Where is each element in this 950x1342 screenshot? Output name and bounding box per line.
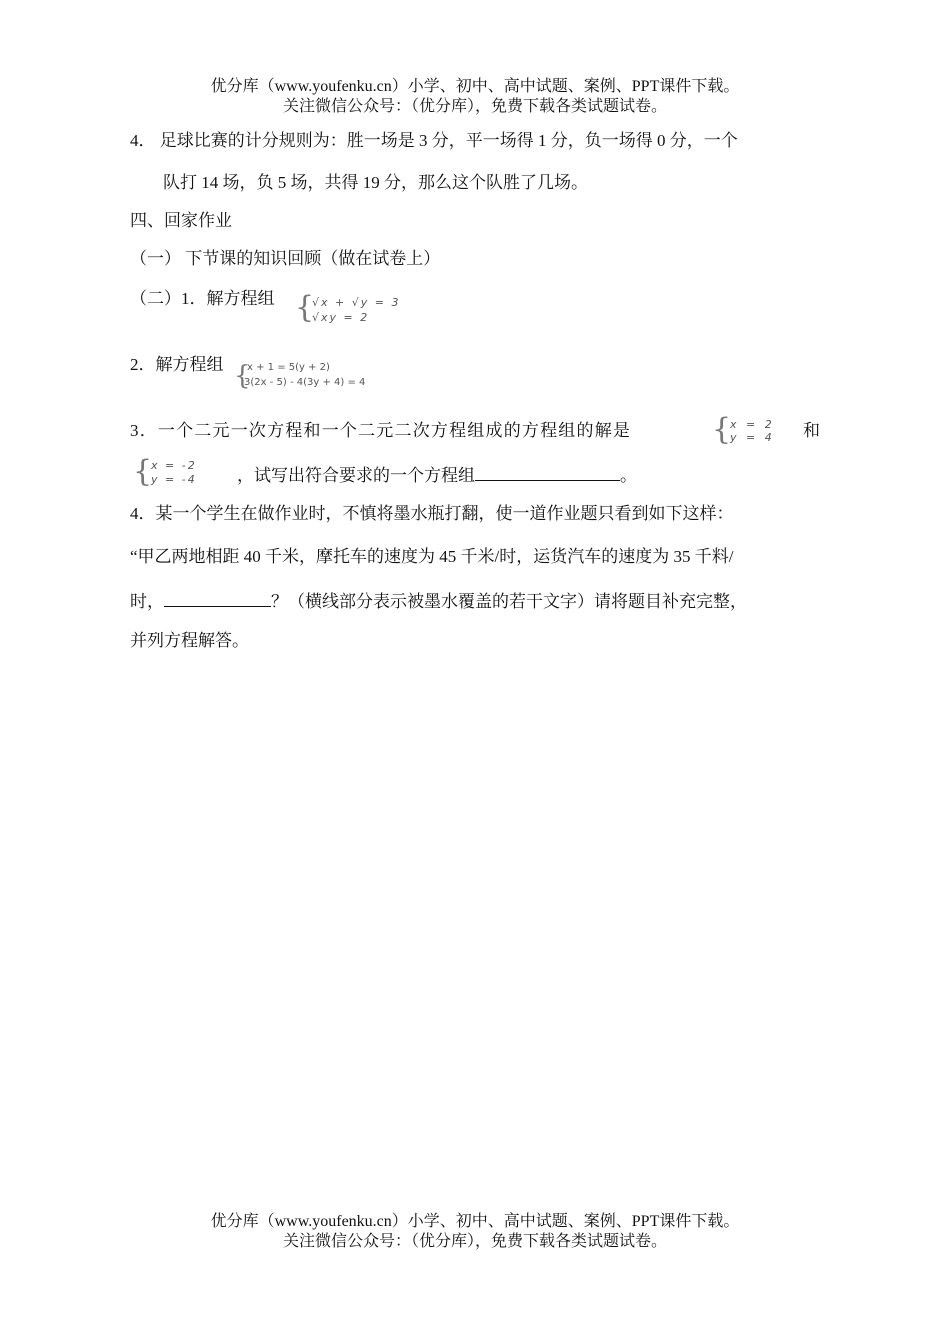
equation-1-line-2: √xy = 2 bbox=[312, 311, 370, 324]
question-4-line-3-end: ？（横线部分表示被墨水覆盖的若干文字）请将题目补充完整， bbox=[271, 592, 747, 611]
solution-1-x: x = 2 bbox=[730, 418, 775, 431]
part-one-review: （一） 下节课的知识回顾（做在试卷上） bbox=[130, 249, 441, 268]
question-3-line-2 bbox=[237, 462, 637, 487]
football-question-line-2: 队打 14 场，负 5 场，共得 19 分，那么这个队胜了几场。 bbox=[163, 173, 588, 192]
solution-2-x: x = -2 bbox=[151, 459, 197, 472]
and-word: 和 bbox=[803, 421, 820, 440]
question-4-line-3 bbox=[130, 588, 747, 613]
question-2-label: 2．解方程组 bbox=[130, 355, 224, 374]
ink-covered-blank[interactable] bbox=[164, 588, 271, 607]
section-title: 四、回家作业 bbox=[130, 211, 232, 230]
question-4-line-2: “甲乙两地相距 40 千米，摩托车的速度为 45 千米/时，运货汽车的速度为 35 千料/ bbox=[130, 547, 734, 566]
football-question-line-1: 4． 足球比赛的计分规则为：胜一场是 3 分，平一场得 1 分，负一场得 0 分，一个 bbox=[130, 131, 738, 150]
header-line-2: 关注微信公众号：（优分库），免费下载各类试题试卷。 bbox=[282, 98, 667, 115]
equation-2-line-2: 3(2x - 5) - 4(3y + 4) = 4 bbox=[244, 377, 366, 388]
header-line-1: 优分库（www.youfenku.cn）小学、初中、高中试题、案例、PPT课件下载。 bbox=[210, 78, 740, 95]
equation-2-line-1: x + 1 = 5(y + 2) bbox=[247, 362, 330, 373]
left-brace-icon: { bbox=[712, 412, 732, 447]
question-4-line-3-start: 时， bbox=[130, 592, 164, 611]
question-3-line-1: 3．一个二元一次方程和一个二元二次方程组成的方程组的解是 bbox=[130, 421, 632, 440]
equation-1-line-1: √x + √y = 3 bbox=[312, 296, 401, 309]
answer-blank[interactable] bbox=[475, 462, 620, 481]
part-two-question-1: （二）1．解方程组 bbox=[130, 289, 275, 308]
left-brace-icon: { bbox=[295, 290, 315, 325]
left-brace-icon: { bbox=[133, 454, 153, 489]
left-brace-icon: { bbox=[234, 361, 251, 391]
question-4-line-1: 4．某一个学生在做作业时，不慎将墨水瓶打翻，使一道作业题只看到如下这样： bbox=[130, 504, 734, 523]
solution-1-y: y = 4 bbox=[730, 431, 775, 444]
solution-2-y: y = -4 bbox=[151, 473, 197, 486]
question-3-end: 。 bbox=[620, 466, 637, 485]
footer-line-2: 关注微信公众号：（优分库），免费下载各类试题试卷。 bbox=[282, 1233, 667, 1250]
footer-line-1: 优分库（www.youfenku.cn）小学、初中、高中试题、案例、PPT课件下载。 bbox=[210, 1213, 740, 1230]
page-footer bbox=[0, 1212, 950, 1252]
question-3-text: ，试写出符合要求的一个方程组 bbox=[237, 466, 475, 485]
page-header bbox=[0, 77, 950, 117]
question-4-line-4: 并列方程解答。 bbox=[130, 631, 249, 650]
